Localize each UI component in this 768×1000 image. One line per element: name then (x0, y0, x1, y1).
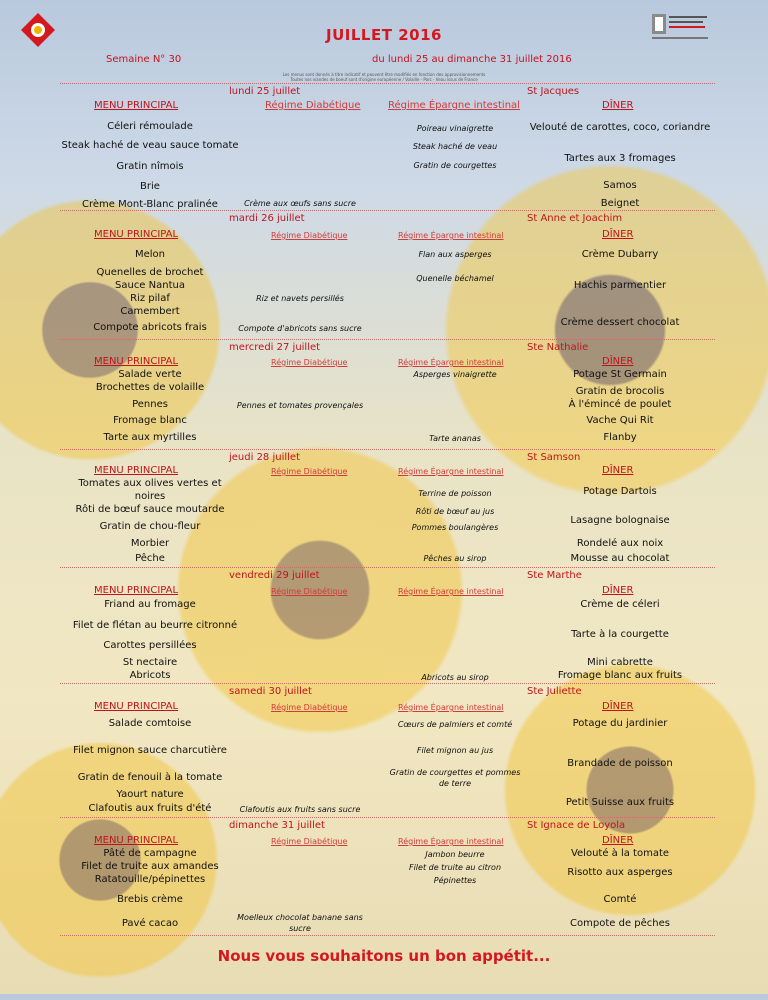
date-range: du lundi 25 au dimanche 31 juillet 2016 (372, 54, 572, 65)
diner-dish: Vache Qui Rit (586, 415, 654, 426)
day-label: mardi 26 juillet (229, 213, 305, 224)
saint-label: St Ignace de Loyola (527, 820, 626, 831)
main-dish: Pâté de campagne (103, 848, 197, 859)
diner-dish: Crème dessert chocolat (560, 317, 680, 328)
epargne-heading: Régime Épargne intestinal (398, 231, 504, 240)
diner-dish: Tartes aux 3 fromages (564, 153, 676, 164)
main-dish: Quenelles de brochet (96, 267, 204, 278)
main-dish: Friand au fromage (104, 599, 196, 610)
menu-principal-heading: MENU PRINCIPAL (94, 585, 179, 596)
divider (60, 210, 715, 211)
epargne-dish: Pépinettes (433, 876, 477, 885)
diner-dish: À l'émincé de poulet (568, 399, 672, 410)
diabetic-heading: Régime Diabétique (271, 703, 348, 712)
saint-label: Ste Juliette (527, 686, 582, 697)
week-number: Semaine N° 30 (106, 54, 182, 65)
main-dish: Abricots (129, 670, 171, 681)
epargne-dish: Abricots au sirop (421, 673, 489, 682)
main-dish: Brie (140, 181, 160, 192)
epargne-heading: Régime Épargne intestinal (398, 467, 504, 476)
diner-heading: DÎNER (602, 100, 634, 111)
diabetic-dish: Moelleux chocolat banane sans (237, 913, 363, 922)
main-dish: Filet de truite aux amandes (81, 861, 219, 872)
main-dish: Camembert (120, 306, 180, 317)
diner-dish: Rondelé aux noix (576, 538, 664, 549)
divider (60, 339, 715, 340)
main-dish: Céleri rémoulade (107, 121, 193, 132)
main-dish: St nectaire (122, 657, 178, 668)
diner-dish: Mousse au chocolat (570, 553, 670, 564)
day-label: mercredi 27 juillet (229, 342, 321, 353)
main-dish: Gratin nîmois (116, 161, 184, 172)
day-label: dimanche 31 juillet (229, 820, 325, 831)
epargne-dish: Pommes boulangères (411, 523, 499, 532)
main-dish: Melon (134, 249, 165, 260)
epargne-dish: Pêches au sirop (423, 554, 487, 563)
footer-greeting: Nous vous souhaitons un bon appétit... (217, 947, 551, 965)
main-dish: Salade verte (118, 369, 182, 380)
diner-dish: Brandade de poisson (567, 758, 673, 769)
main-dish: Tarte aux myrtilles (103, 432, 197, 443)
epargne-dish: Rôti de bœuf au jus (415, 507, 495, 516)
day-label: lundi 25 juillet (229, 86, 301, 97)
diner-heading: DÎNER (602, 465, 634, 476)
epargne-dish: Terrine de poisson (418, 489, 492, 498)
main-dish: Yaourt nature (116, 789, 184, 800)
main-dish: noires (134, 491, 166, 502)
epargne-dish: Jambon beurre (425, 850, 485, 859)
main-dish: Filet mignon sauce charcutière (73, 745, 227, 756)
epargne-heading: Régime Épargne intestinal (398, 587, 504, 596)
diner-dish: Potage Dartois (583, 486, 657, 497)
diner-dish: Crème de céleri (580, 599, 660, 610)
diabetic-heading: Régime Diabétique (271, 358, 348, 367)
epargne-dish: Quenelle béchamel (416, 274, 494, 283)
diner-dish: Crème Dubarry (581, 249, 659, 260)
saint-label: Ste Marthe (527, 570, 582, 581)
diner-dish: Beignet (600, 198, 640, 209)
main-dish: Sauce Nantua (115, 280, 185, 291)
epargne-heading: Régime Épargne intestinal (388, 100, 520, 111)
main-dish: Riz pilaf (130, 293, 170, 304)
saint-label: St Anne et Joachim (527, 213, 623, 224)
main-dish: Pêche (135, 553, 165, 564)
main-dish: Clafoutis aux fruits d'été (88, 803, 212, 814)
diner-dish: Samos (603, 180, 637, 191)
diner-heading: DÎNER (602, 835, 634, 846)
diabetic-dish: sucre (289, 924, 311, 933)
main-dish: Ratatouille/pépinettes (94, 874, 206, 885)
notice-line: Toutes nos viandes de boeuf sont d'origine européenne / Volaille - Porc - Veau issus de France (290, 77, 478, 82)
epargne-dish: de terre (438, 779, 472, 788)
epargne-dish: Filet mignon au jus (416, 746, 494, 755)
main-dish: Steak haché de veau sauce tomate (61, 140, 239, 151)
diner-dish: Lasagne bolognaise (570, 515, 670, 526)
diner-dish: Velouté à la tomate (570, 848, 670, 859)
diner-dish: Tarte à la courgette (571, 629, 669, 640)
diner-dish: Compote de pêches (570, 918, 670, 929)
main-dish: Rôti de bœuf sauce moutarde (75, 504, 225, 515)
diner-dish: Potage du jardinier (572, 718, 668, 729)
diner-heading: DÎNER (602, 701, 634, 712)
divider (60, 817, 715, 818)
saint-label: St Samson (527, 452, 581, 463)
diner-dish: Gratin de brocolis (575, 386, 665, 397)
epargne-dish: Filet de truite au citron (408, 863, 502, 872)
main-dish: Gratin de chou-fleur (99, 521, 201, 532)
diner-dish: Velouté de carottes, coco, coriandre (529, 122, 711, 133)
main-dish: Compote abricots frais (93, 322, 207, 333)
epargne-dish: Asperges vinaigrette (413, 370, 497, 379)
menu-principal-heading: MENU PRINCIPAL (94, 356, 179, 367)
saint-label: St Jacques (527, 86, 580, 97)
divider (60, 683, 715, 684)
page-title: JUILLET 2016 (326, 26, 442, 44)
epargne-dish: Poireau vinaigrette (416, 124, 494, 133)
main-dish: Gratin de fenouil à la tomate (77, 772, 223, 783)
diabetic-heading: Régime Diabétique (271, 231, 348, 240)
diner-heading: DÎNER (602, 356, 634, 367)
epargne-heading: Régime Épargne intestinal (398, 358, 504, 367)
diabetic-dish: Riz et navets persillés (256, 294, 344, 303)
day-label: vendredi 29 juillet (229, 570, 320, 581)
menu-principal-heading: MENU PRINCIPAL (94, 701, 179, 712)
diabetic-heading: Régime Diabétique (271, 837, 348, 846)
diner-dish: Flanby (603, 432, 637, 443)
main-dish: Morbier (130, 538, 170, 549)
diabetic-heading: Régime Diabétique (271, 467, 348, 476)
diner-heading: DÎNER (602, 585, 634, 596)
divider (60, 449, 715, 450)
notice-line: Les menus sont donnés à titre indicatif et peuvent être modifiés en fonction des approvisionnements (282, 72, 486, 77)
epargne-dish: Cœurs de palmiers et comté (397, 720, 513, 729)
diner-dish: Potage St Germain (573, 369, 667, 380)
epargne-dish: Steak haché de veau (412, 142, 498, 151)
diabetic-dish: Pennes et tomates provençales (236, 401, 364, 410)
divider (60, 935, 715, 936)
main-dish: Pennes (132, 399, 168, 410)
main-dish: Filet de flétan au beurre citronné (72, 620, 238, 631)
divider (60, 83, 715, 84)
epargne-dish: Gratin de courgettes et pommes (389, 768, 521, 777)
day-label: jeudi 28 juillet (229, 452, 301, 463)
diner-dish: Comté (603, 894, 637, 905)
diner-heading: DÎNER (602, 229, 634, 240)
menu-principal-heading: MENU PRINCIPAL (94, 100, 179, 111)
epargne-dish: Tarte ananas (429, 434, 481, 443)
diner-dish: Fromage blanc aux fruits (557, 670, 683, 681)
diabetic-dish: Compote d'abricots sans sucre (238, 324, 362, 333)
diabetic-heading: Régime Diabétique (271, 587, 348, 596)
epargne-dish: Gratin de courgettes (413, 161, 497, 170)
diner-dish: Hachis parmentier (573, 280, 667, 291)
main-dish: Crème Mont-Blanc pralinée (82, 199, 218, 210)
epargne-dish: Flan aux asperges (418, 250, 492, 259)
main-dish: Brochettes de volaille (95, 382, 205, 393)
diner-dish: Petit Suisse aux fruits (565, 797, 675, 808)
epargne-heading: Régime Épargne intestinal (398, 703, 504, 712)
menu-principal-heading: MENU PRINCIPAL (94, 465, 179, 476)
main-dish: Carottes persillées (103, 640, 197, 651)
diner-dish: Mini cabrette (587, 657, 653, 668)
main-dish: Fromage blanc (113, 415, 187, 426)
main-dish: Salade comtoise (108, 718, 192, 729)
epargne-heading: Régime Épargne intestinal (398, 837, 504, 846)
main-dish: Tomates aux olives vertes et (78, 478, 222, 489)
menu-principal-heading: MENU PRINCIPAL (94, 229, 179, 240)
saint-label: Ste Nathalie (527, 342, 589, 353)
diner-dish: Risotto aux asperges (567, 867, 673, 878)
main-dish: Pavé cacao (121, 918, 179, 929)
diabetic-dish: Crème aux œufs sans sucre (244, 199, 356, 208)
menu-principal-heading: MENU PRINCIPAL (94, 835, 179, 846)
day-label: samedi 30 juillet (229, 686, 312, 697)
main-dish: Brebis crème (117, 894, 183, 905)
diabetic-heading: Régime Diabétique (265, 100, 361, 111)
divider (60, 567, 715, 568)
diabetic-dish: Clafoutis aux fruits sans sucre (239, 805, 361, 814)
